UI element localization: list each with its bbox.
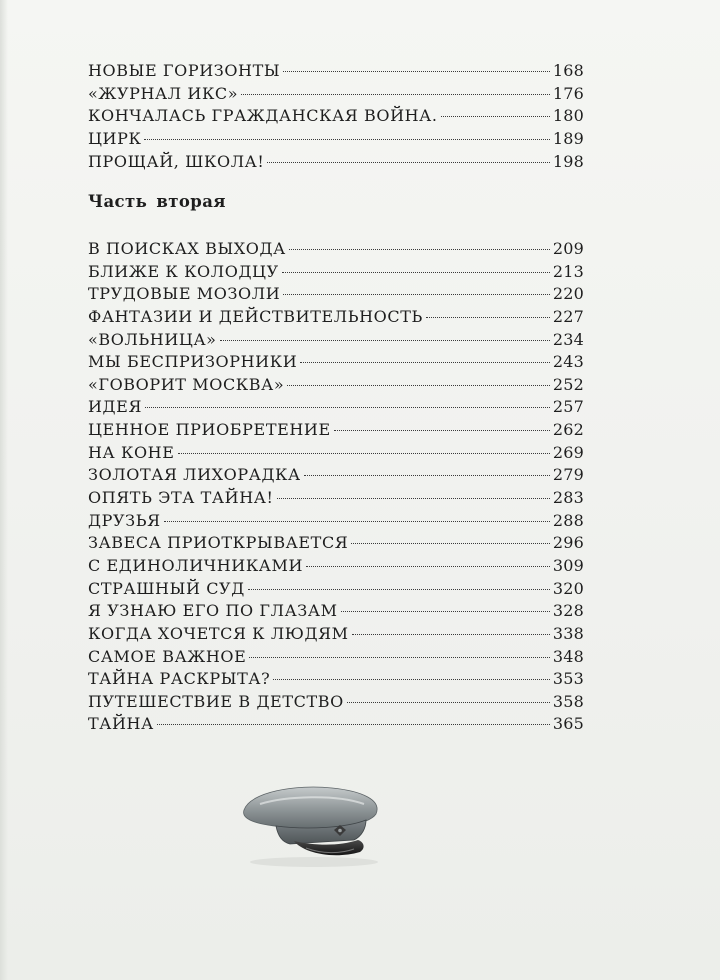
- toc-dot-leader: [283, 294, 550, 295]
- toc-entry-title: НА КОНЕ: [88, 442, 175, 462]
- toc-entry: [88, 61, 584, 84]
- toc-entry-title: ФАНТАЗИИ И ДЕЙСТВИТЕЛЬНОСТЬ: [88, 306, 423, 326]
- toc-entry-page-number: 283: [552, 488, 584, 508]
- toc-entry-title: ЗОЛОТАЯ ЛИХОРАДКА: [88, 465, 301, 485]
- toc-entry-page-number: 353: [552, 669, 584, 689]
- toc-entry: [88, 533, 584, 556]
- toc-entry-title: ТАЙНА РАСКРЫТА?: [88, 669, 271, 689]
- toc-entry-page-number: 296: [552, 533, 584, 553]
- toc-entry-title: ТАЙНА: [88, 714, 154, 734]
- toc-dot-leader: [249, 657, 549, 658]
- toc-entry-page-number: 209: [552, 239, 584, 258]
- toc-entry-title: БЛИЖЕ К КОЛОДЦУ: [88, 261, 279, 281]
- toc-entry: [88, 420, 584, 443]
- toc-entry: [88, 714, 584, 737]
- toc-entry: [88, 601, 584, 624]
- toc-dot-leader: [157, 724, 550, 725]
- toc-entry-page-number: 243: [552, 352, 584, 372]
- toc-entry: [88, 556, 584, 579]
- toc-entry-page-number: 198: [552, 151, 584, 171]
- toc-dot-leader: [144, 139, 549, 140]
- toc-entry-title: САМОЕ ВАЖНОЕ: [88, 646, 247, 666]
- toc-entry-page-number: 168: [552, 61, 584, 80]
- toc-entry-title: «ЖУРНАЛ ИКС»: [88, 83, 239, 103]
- toc-entry: [88, 511, 584, 534]
- toc-entry-page-number: 309: [552, 555, 584, 575]
- toc-dot-leader: [426, 317, 550, 318]
- toc-entry-page-number: 365: [552, 714, 584, 734]
- toc-entry: [88, 669, 584, 692]
- toc-dot-leader: [287, 385, 550, 386]
- toc-entry-title: ЦИРК: [88, 128, 142, 148]
- toc-entry-title: ТРУДОВЫЕ МОЗОЛИ: [88, 284, 281, 304]
- toc-entry: [88, 262, 584, 285]
- toc-dot-leader: [164, 521, 550, 522]
- toc-entry: [88, 307, 584, 330]
- toc-dot-leader: [304, 475, 550, 476]
- toc-entry: [88, 152, 584, 175]
- toc-entry-title: ЗАВЕСА ПРИОТКРЫВАЕТСЯ: [88, 533, 349, 553]
- toc-entry-page-number: 257: [552, 397, 584, 417]
- toc-entry-title: МЫ БЕСПРИЗОРНИКИ: [88, 352, 298, 372]
- toc-dot-leader: [178, 453, 550, 454]
- toc-entry-title: СТРАШНЫЙ СУД: [88, 578, 245, 598]
- toc-entry-title: ИДЕЯ: [88, 397, 142, 417]
- toc-entry: [88, 692, 584, 715]
- toc-entry-title: ЦЕННОЕ ПРИОБРЕТЕНИЕ: [88, 420, 331, 440]
- toc-dot-leader: [282, 272, 550, 273]
- toc-dot-leader: [351, 543, 550, 544]
- toc-dot-leader: [334, 430, 550, 431]
- toc-entry: [88, 579, 584, 602]
- toc-entry-title: «ГОВОРИТ МОСКВА»: [88, 374, 285, 394]
- toc-dot-leader: [300, 362, 550, 363]
- toc-dot-leader: [306, 566, 550, 567]
- toc-dot-leader: [145, 407, 550, 408]
- toc-entry-page-number: 189: [552, 128, 584, 148]
- toc-entry-page-number: 338: [552, 623, 584, 643]
- toc-entry-page-number: 279: [552, 465, 584, 485]
- toc-entry-page-number: 328: [552, 601, 584, 621]
- toc-dot-leader: [267, 162, 549, 163]
- toc-part-two: [88, 239, 584, 737]
- toc-entry: [88, 443, 584, 466]
- toc-entry-title: ПРОЩАЙ, ШКОЛА!: [88, 151, 265, 171]
- toc-dot-leader: [220, 340, 550, 341]
- toc-entry-page-number: 220: [552, 284, 584, 304]
- toc-dot-leader: [273, 679, 550, 680]
- toc-entry-title: КОГДА ХОЧЕТСЯ К ЛЮДЯМ: [88, 623, 349, 643]
- toc-dot-leader: [283, 71, 550, 72]
- toc-entry-page-number: 227: [552, 306, 584, 326]
- toc-entry: [88, 239, 584, 262]
- toc-entry-page-number: 269: [552, 442, 584, 462]
- toc-entry: [88, 375, 584, 398]
- toc-entry-title: ПУТЕШЕСТВИЕ В ДЕТСТВО: [88, 691, 344, 711]
- toc-entry-page-number: 213: [552, 261, 584, 281]
- toc-entry-title: Я УЗНАЮ ЕГО ПО ГЛАЗАМ: [88, 601, 338, 621]
- toc-entry-title: «ВОЛЬНИЦА»: [88, 329, 217, 349]
- toc-entry-page-number: 234: [552, 329, 584, 349]
- toc-entry: [88, 330, 584, 353]
- toc-entry: [88, 465, 584, 488]
- toc-entry: [88, 624, 584, 647]
- page-edge-shadow: [0, 0, 8, 980]
- toc-entry-page-number: 176: [552, 83, 584, 103]
- toc-dot-leader: [289, 249, 550, 250]
- toc-entry-page-number: 180: [552, 106, 584, 126]
- toc-entry-title: НОВЫЕ ГОРИЗОНТЫ: [88, 61, 281, 80]
- toc-entry-page-number: 262: [552, 420, 584, 440]
- toc-entry: [88, 84, 584, 107]
- toc-entry-title: КОНЧАЛАСЬ ГРАЖДАНСКАЯ ВОЙНА.: [88, 106, 438, 126]
- toc-dot-leader: [441, 116, 550, 117]
- toc-dot-leader: [277, 498, 550, 499]
- peaked-cap-icon: [236, 770, 386, 870]
- toc-dot-leader: [352, 634, 550, 635]
- toc-entry: [88, 106, 584, 129]
- toc-entry: [88, 647, 584, 670]
- toc-entry: [88, 352, 584, 375]
- toc-entry-title: ДРУЗЬЯ: [88, 510, 161, 530]
- toc-entry-page-number: 358: [552, 691, 584, 711]
- toc-dot-leader: [347, 702, 550, 703]
- toc-entry: [88, 488, 584, 511]
- toc-entry-title: С ЕДИНОЛИЧНИКАМИ: [88, 555, 304, 575]
- toc-entry-title: ОПЯТЬ ЭТА ТАЙНА!: [88, 488, 274, 508]
- toc-dot-leader: [248, 589, 550, 590]
- toc-entry: [88, 284, 584, 307]
- toc-entry: [88, 397, 584, 420]
- toc-entry-title: В ПОИСКАХ ВЫХОДА: [88, 239, 286, 258]
- toc-entry-page-number: 288: [552, 510, 584, 530]
- toc-entry-page-number: 252: [552, 374, 584, 394]
- part-two-heading: Часть вторая: [88, 192, 226, 211]
- toc-entry-page-number: 320: [552, 578, 584, 598]
- toc-entry-page-number: 348: [552, 646, 584, 666]
- toc-dot-leader: [241, 94, 550, 95]
- toc-part-one-tail: [88, 61, 584, 174]
- toc-dot-leader: [341, 611, 550, 612]
- toc-entry: [88, 129, 584, 152]
